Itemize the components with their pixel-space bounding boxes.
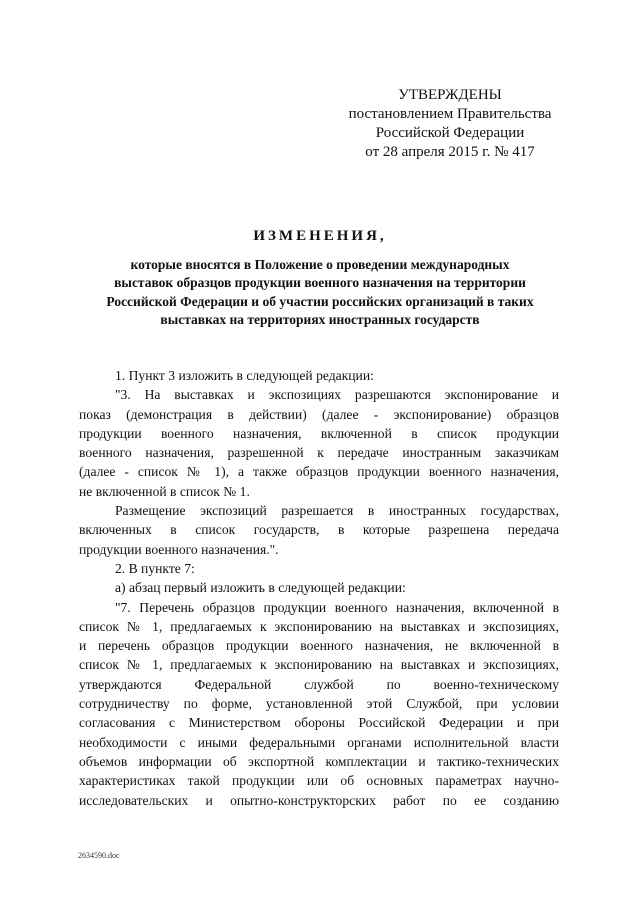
text-line: "7. Перечень образцов продукции военного назначения, включенной в bbox=[115, 599, 559, 615]
text-line: сотрудничеству по форме, установленной этой Службой, при условии bbox=[79, 696, 559, 712]
text-line: необходимости с иными федеральными органами исполнительной власти bbox=[79, 734, 559, 750]
text-line: исследовательских и опытно-конструкторских работ по ее созданию bbox=[79, 792, 559, 808]
paragraph-3 bbox=[79, 501, 559, 559]
subtitle-line: Российской Федерации и об участии российских организаций в таких bbox=[106, 293, 534, 309]
text-line: и перечень образцов продукции военного назначения, не включенной в bbox=[79, 638, 559, 654]
paragraph-5: а) абзац первый изложить в следующей редакции: bbox=[115, 580, 406, 596]
text-line: список № 1, предлагаемых к экспонированию на выставках и экспозициях, bbox=[79, 657, 559, 673]
approval-date-number: от 28 апреля 2015 г. № 417 bbox=[365, 144, 535, 160]
approval-line: Российской Федерации bbox=[375, 125, 525, 141]
text-line: включенных в список государств, в которые разрешена передача bbox=[79, 522, 559, 538]
paragraph-2 bbox=[79, 385, 559, 501]
text-line: объемов информации об экспортной комплектации и тактико-технических bbox=[79, 753, 559, 769]
text-line: характеристиках такой продукции или об основных параметрах научно- bbox=[79, 773, 559, 789]
approval-stamp bbox=[330, 86, 570, 162]
text-line: не включенной в список № 1. bbox=[79, 483, 250, 499]
text-line: утверждаются Федеральной службой по военно-техническому bbox=[79, 676, 559, 692]
text-line: продукции военного назначения, включенной в список продукции bbox=[79, 425, 559, 441]
text-line: военного назначения, разрешенной к передаче иностранным заказчикам bbox=[79, 445, 559, 461]
subtitle-line: выставок образцов продукции военного назначения на территории bbox=[114, 275, 526, 291]
text-line: Размещение экспозиций разрешается в иностранных государствах, bbox=[115, 503, 559, 519]
text-line: "3. На выставках и экспозициях разрешаются экспонирование и bbox=[115, 387, 559, 403]
approval-heading: УТВЕРЖДЕНЫ bbox=[398, 87, 502, 103]
text-line: показ (демонстрация в действии) (далее - экспонирование) образцов bbox=[79, 406, 559, 422]
paragraph-6 bbox=[79, 598, 559, 810]
text-line: список № 1, предлагаемых к экспонированию на выставках и экспозициях, bbox=[79, 618, 559, 634]
subtitle-line: выставках на территориях иностранных государств bbox=[160, 311, 480, 327]
approval-line: постановлением Правительства bbox=[348, 106, 552, 122]
document-title: ИЗМЕНЕНИЯ, bbox=[253, 228, 387, 244]
paragraph-4: 2. В пункте 7: bbox=[115, 560, 195, 576]
subtitle-line: которые вносятся в Положение о проведении международных bbox=[130, 257, 510, 272]
file-name-footer: 2634590.doc bbox=[78, 851, 120, 860]
text-line: согласования с Министерством обороны Российской Федерации и при bbox=[79, 715, 559, 731]
paragraph-1: 1. Пункт 3 изложить в следующей редакции: bbox=[115, 368, 374, 383]
text-line: продукции военного назначения.". bbox=[79, 541, 279, 557]
document-body bbox=[79, 366, 559, 810]
document-subtitle bbox=[60, 256, 580, 329]
text-line: (далее - список № 1), а также образцов продукции военного назначения, bbox=[79, 464, 559, 480]
